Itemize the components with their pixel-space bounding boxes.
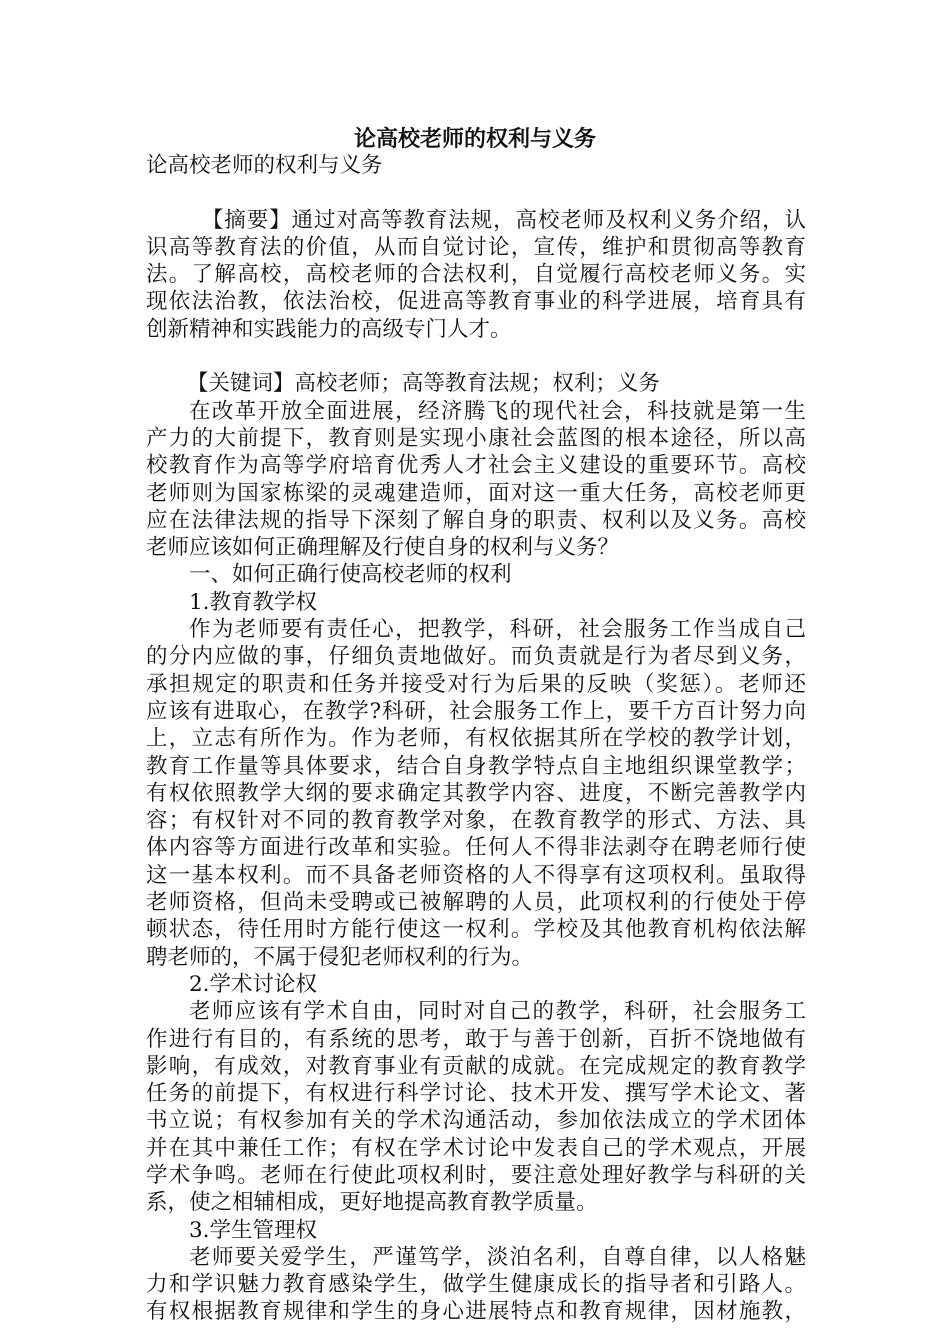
text-line: 2.学术讨论权 <box>189 971 318 997</box>
text-line: 作为老师要有责任心，把教学，科研，社会服务工作当成自己 <box>189 617 806 643</box>
text-line: 创新精神和实践能力的高级专门人才。 <box>146 316 512 342</box>
text-line: 聘老师的，不属于侵犯老师权利的行为。 <box>146 944 534 970</box>
text-line: 老师资格，但尚未受聘或已被解聘的人员，此项权利的行使处于停 <box>146 890 806 916</box>
text-line: 并在其中兼任工作；有权在学术讨论中发表自己的学术观点，开展 <box>146 1135 806 1161</box>
text-line: 力和学识魅力教育感染学生，做学生健康成长的指导者和引路人。 <box>146 1272 806 1298</box>
text-line: 在改革开放全面进展，经济腾飞的现代社会，科技就是第一生 <box>189 398 806 424</box>
text-line: 的分内应做的事，仔细负责地做好。而负责就是行为者尽到义务， <box>146 644 806 670</box>
document-body <box>146 152 806 1326</box>
text-line: 1.教育教学权 <box>189 589 318 615</box>
document-title: 论高校老师的权利与义务 <box>353 126 596 152</box>
text-line: 一、如何正确行使高校老师的权利 <box>189 562 512 588</box>
text-line: 书立说；有权参加有关的学术沟通活动，参加依法成立的学术团体 <box>146 1108 806 1134</box>
text-line: 3.学生管理权 <box>189 1217 318 1243</box>
text-line: 【关键词】高校老师；高等教育法规；权利；义务 <box>186 371 660 397</box>
text-line: 老师应该如何正确理解及行使自身的权利与义务？ <box>146 535 620 561</box>
text-line: 作进行有目的，有系统的思考，敢于与善于创新，百折不饶地做有 <box>146 1026 806 1052</box>
text-line: 识高等教育法的价值，从而自觉讨论，宣传，维护和贯彻高等教育 <box>146 234 806 260</box>
text-line: 校教育作为高等学府培育优秀人才社会主义建设的重要环节。高校 <box>146 453 806 479</box>
text-line: 产力的大前提下，教育则是实现小康社会蓝图的根本途径，所以高 <box>146 425 806 451</box>
text-line: 这一基本权利。而不具备老师资格的人不得享有这项权利。虽取得 <box>146 862 806 888</box>
text-line: 法。了解高校，高校老师的合法权利，自觉履行高校老师义务。实 <box>146 262 806 288</box>
text-line: 应在法律法规的指导下深刻了解自身的职责、权利以及义务。高校 <box>146 507 806 533</box>
blank-line <box>146 179 806 206</box>
text-line: 顿状态，待任用时方能行使这一权利。学校及其他教育机构依法解 <box>146 917 806 943</box>
text-line: 承担规定的职责和任务并接受对行为后果的反映（奖惩）。老师还 <box>146 671 806 697</box>
text-line: 有权根据教育规律和学生的身心进展特点和教育规律，因材施教， <box>146 1299 806 1325</box>
text-line: 容；有权针对不同的教育教学对象，在教育教学的形式、方法、具 <box>146 808 806 834</box>
text-line: 任务的前提下，有权进行科学讨论、技术开发、撰写学术论文、著 <box>146 1081 806 1107</box>
text-line: 影响，有成效，对教育事业有贡献的成就。在完成规定的教育教学 <box>146 1053 806 1079</box>
text-line: 老师则为国家栋梁的灵魂建造师，面对这一重大任务，高校老师更 <box>146 480 806 506</box>
text-line: 应该有进取心，在教学?科研，社会服务工作上，要千方百计努力向 <box>146 698 806 724</box>
text-line: 有权依照教学大纲的要求确定其教学内容、进度，不断完善教学内 <box>146 780 806 806</box>
text-line: 系，使之相辅相成，更好地提高教育教学质量。 <box>146 1190 598 1216</box>
text-line: 教育工作量等具体要求，结合自身教学特点自主地组织课堂教学； <box>146 753 806 779</box>
text-line: 学术争鸣。老师在行使此项权利时，要注意处理好教学与科研的关 <box>146 1162 806 1188</box>
text-line: 老师要关爱学生，严谨笃学，淡泊名利，自尊自律，以人格魅 <box>189 1244 806 1270</box>
blank-line <box>146 343 806 370</box>
text-line: 老师应该有学术自由，同时对自己的教学，科研，社会服务工 <box>189 999 806 1025</box>
text-line: 论高校老师的权利与义务 <box>146 153 383 178</box>
text-line: 现依法治教，依法治校，促进高等教育事业的科学进展，培育具有 <box>146 289 806 315</box>
text-line: 【摘要】通过对高等教育法规，高校老师及权利义务介绍，认 <box>201 207 806 233</box>
text-line: 上，立志有所作为。作为老师，有权依据其所在学校的教学计划， <box>146 726 806 752</box>
text-line: 体内容等方面进行改革和实验。任何人不得非法剥夺在聘老师行使 <box>146 835 806 861</box>
